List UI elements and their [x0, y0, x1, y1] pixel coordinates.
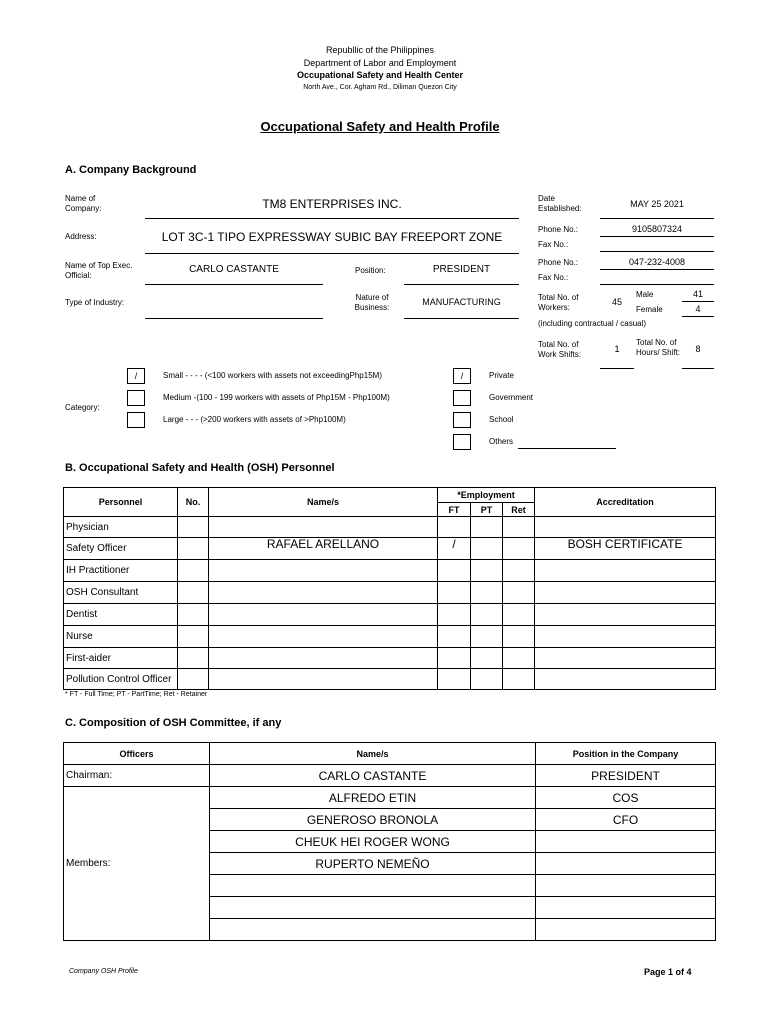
table-row — [64, 604, 716, 626]
name-cell[interactable] — [209, 517, 438, 538]
female-value: 4 — [695, 304, 701, 314]
table-row — [64, 626, 716, 648]
col-personnel: Personnel — [64, 488, 178, 517]
sector-government-checkbox[interactable] — [453, 390, 471, 406]
workers-label: Total No. of Workers: — [538, 293, 579, 312]
member-position[interactable]: COS — [536, 787, 716, 809]
phone1-value: 9105807324 — [631, 224, 683, 234]
no-cell[interactable] — [178, 560, 209, 582]
osh-committee-table — [63, 742, 716, 941]
size-large-label: Large - - - (>200 workers with assets of >Php100M) — [163, 415, 346, 424]
employment-footnote: * FT - Full Time; PT - PartTime; Ret - Retainer — [65, 691, 208, 698]
col-pt: PT — [471, 503, 503, 517]
size-large-checkbox[interactable] — [127, 412, 145, 428]
fax2-line — [600, 284, 714, 285]
personnel-cell: Dentist — [64, 604, 178, 626]
sector-school-label: School — [489, 415, 514, 424]
female-line — [682, 316, 714, 317]
members-label: Members: — [64, 787, 210, 941]
col-position: Position in the Company — [536, 743, 716, 765]
ret-cell[interactable] — [503, 538, 535, 560]
table-row — [64, 560, 716, 582]
ret-cell[interactable] — [503, 517, 535, 538]
member-name[interactable] — [210, 897, 536, 919]
pt-cell[interactable] — [471, 582, 503, 604]
name-cell[interactable] — [209, 582, 438, 604]
col-names: Name/s — [209, 488, 438, 517]
category-label: Category: — [65, 403, 100, 412]
table-row — [64, 669, 716, 690]
size-small-label: Small - - - - (<100 workers with assets not exceedingPhp15M) — [163, 371, 382, 380]
ret-cell[interactable] — [503, 582, 535, 604]
nature-line — [404, 318, 519, 319]
personnel-cell: First-aider — [64, 648, 178, 669]
position-line — [404, 284, 519, 285]
top-exec-value: CARLO CASTANTE — [189, 264, 279, 275]
section-c-heading: C. Composition of OSH Committee, if any — [65, 717, 282, 729]
address-label: Address: — [65, 232, 97, 241]
top-exec-line — [145, 284, 323, 285]
sector-others-checkbox[interactable] — [453, 434, 471, 450]
pt-cell[interactable] — [471, 560, 503, 582]
male-line — [682, 301, 714, 302]
shifts-value: 1 — [614, 344, 620, 354]
male-label: Male — [636, 290, 654, 299]
hours-value: 8 — [695, 344, 701, 354]
member-name[interactable]: CHEUK HEI ROGER WONG — [210, 831, 536, 853]
member-position[interactable] — [536, 831, 716, 853]
position-label: Position: — [355, 266, 386, 275]
ft-cell[interactable] — [438, 560, 471, 582]
name-cell[interactable] — [209, 648, 438, 669]
header-department: Department of Labor and Employment — [303, 58, 457, 68]
no-cell[interactable] — [178, 626, 209, 648]
pt-cell[interactable] — [471, 517, 503, 538]
name-cell[interactable] — [209, 604, 438, 626]
name-cell[interactable] — [209, 669, 438, 690]
address-line — [145, 253, 519, 254]
chairman-position[interactable]: PRESIDENT — [536, 765, 716, 787]
accreditation-cell[interactable] — [535, 582, 716, 604]
sector-school-checkbox[interactable] — [453, 412, 471, 428]
pt-cell[interactable] — [471, 626, 503, 648]
no-cell[interactable] — [178, 582, 209, 604]
personnel-cell: Nurse — [64, 626, 178, 648]
ft-cell[interactable] — [438, 604, 471, 626]
industry-line — [145, 318, 323, 319]
date-established-label: Date Established: — [538, 194, 582, 213]
col-officers: Officers — [64, 743, 210, 765]
hours-line — [682, 368, 714, 369]
member-name[interactable] — [210, 875, 536, 897]
phone2-value: 047-232-4008 — [628, 257, 686, 267]
section-b-heading: B. Occupational Safety and Health (OSH) Personnel — [65, 462, 335, 474]
table-row — [64, 787, 716, 809]
phone1-label: Phone No.: — [538, 225, 579, 234]
nature-value: MANUFACTURING — [422, 297, 501, 307]
col-employment: *Employment — [438, 488, 535, 503]
ret-cell[interactable] — [503, 604, 535, 626]
phone1-line — [600, 236, 714, 237]
sector-private-label: Private — [489, 371, 514, 380]
table-row — [64, 517, 716, 538]
shifts-line — [600, 368, 634, 369]
ft-cell[interactable] — [438, 626, 471, 648]
no-cell[interactable] — [178, 648, 209, 669]
accreditation-cell[interactable] — [535, 517, 716, 538]
member-position[interactable]: CFO — [536, 809, 716, 831]
member-name[interactable] — [210, 919, 536, 941]
female-label: Female — [636, 305, 663, 314]
company-name-label: Name of Company: — [65, 194, 102, 213]
table-row — [64, 538, 716, 560]
accreditation-cell[interactable] — [535, 669, 716, 690]
footer-page-number: Page 1 of 4 — [644, 967, 692, 977]
table-row — [64, 765, 716, 787]
company-name-line — [145, 218, 519, 219]
size-small-checkbox[interactable]: / — [127, 368, 145, 384]
fax1-label: Fax No.: — [538, 240, 569, 249]
table-row — [64, 648, 716, 669]
phone2-label: Phone No.: — [538, 258, 579, 267]
member-name[interactable]: RUPERTO NEMEÑO — [210, 853, 536, 875]
no-cell[interactable] — [178, 669, 209, 690]
col-no: No. — [178, 488, 209, 517]
accreditation-cell[interactable] — [535, 626, 716, 648]
name-cell[interactable] — [209, 626, 438, 648]
name-cell[interactable] — [209, 560, 438, 582]
fax1-line — [600, 251, 714, 252]
member-position[interactable] — [536, 853, 716, 875]
section-a-heading: A. Company Background — [65, 164, 197, 176]
contractual-note: (including contractual / casual) — [538, 319, 647, 328]
col-ft: FT — [438, 503, 471, 517]
personnel-cell: Pollution Control Officer — [64, 669, 178, 690]
personnel-cell: Physician — [64, 517, 178, 538]
chairman-label: Chairman: — [64, 765, 210, 787]
size-medium-label: Medium -(100 - 199 workers with assets of Php15M - Php100M) — [163, 393, 390, 402]
header-address: North Ave., Cor. Agham Rd., Diliman Quezon City — [303, 84, 457, 91]
accreditation-cell[interactable] — [535, 648, 716, 669]
fax2-label: Fax No.: — [538, 273, 569, 282]
top-exec-label: Name of Top Exec. Official: — [65, 261, 133, 280]
ret-cell[interactable] — [503, 560, 535, 582]
member-position[interactable] — [536, 897, 716, 919]
pt-cell[interactable] — [471, 669, 503, 690]
position-value: PRESIDENT — [432, 264, 491, 275]
no-cell[interactable] — [178, 517, 209, 538]
ft-cell[interactable] — [438, 517, 471, 538]
size-medium-checkbox[interactable] — [127, 390, 145, 406]
member-name[interactable]: GENEROSO BRONOLA — [210, 809, 536, 831]
phone2-line — [600, 269, 714, 270]
accreditation-cell[interactable] — [535, 604, 716, 626]
shifts-label: Total No. of Work Shifts: — [538, 340, 581, 359]
member-position[interactable] — [536, 919, 716, 941]
others-line — [518, 448, 616, 449]
personnel-cell: OSH Consultant — [64, 582, 178, 604]
male-value: 41 — [692, 289, 703, 299]
personnel-cell: IH Practitioner — [64, 560, 178, 582]
name-cell[interactable]: RAFAEL ARELLANO — [209, 538, 438, 560]
ft-cell[interactable] — [438, 582, 471, 604]
no-cell[interactable] — [178, 538, 209, 560]
header-center: Occupational Safety and Health Center — [296, 70, 464, 80]
accreditation-cell[interactable] — [535, 560, 716, 582]
workers-value: 45 — [611, 297, 622, 307]
personnel-cell: Safety Officer — [64, 538, 178, 560]
pt-cell[interactable] — [471, 648, 503, 669]
pt-cell[interactable] — [471, 538, 503, 560]
col-committee-names: Name/s — [210, 743, 536, 765]
ft-cell[interactable]: / — [438, 538, 471, 560]
nature-label: Nature of Business: — [354, 293, 390, 312]
pt-cell[interactable] — [471, 604, 503, 626]
sector-government-label: Government — [489, 393, 534, 402]
accreditation-cell[interactable]: BOSH CERTIFICATE — [535, 538, 716, 560]
col-accreditation: Accreditation — [535, 488, 716, 517]
no-cell[interactable] — [178, 604, 209, 626]
col-ret: Ret — [503, 503, 535, 517]
ft-cell[interactable] — [438, 648, 471, 669]
ft-cell[interactable] — [438, 669, 471, 690]
member-name[interactable]: ALFREDO ETIN — [210, 787, 536, 809]
member-position[interactable] — [536, 875, 716, 897]
osh-personnel-table — [63, 487, 716, 690]
industry-label: Type of Industry: — [65, 298, 125, 307]
date-established-value: MAY 25 2021 — [630, 199, 684, 209]
hours-label: Total No. of Hours/ Shift: — [636, 338, 681, 357]
footer-doc-name: Company OSH Profile — [69, 968, 138, 975]
ret-cell[interactable] — [503, 669, 535, 690]
company-name-value: TM8 ENTERPRISES INC. — [262, 197, 402, 211]
ret-cell[interactable] — [503, 626, 535, 648]
table-row — [64, 582, 716, 604]
sector-others-label: Others — [489, 437, 514, 446]
ret-cell[interactable] — [503, 648, 535, 669]
header-republic: Republlic of the Philippines — [325, 45, 435, 55]
address-value: LOT 3C-1 TIPO EXPRESSWAY SUBIC BAY FREEPORT ZONE — [161, 230, 503, 244]
date-line — [600, 218, 714, 219]
page-title: Occupational Safety and Health Profile — [260, 119, 500, 134]
sector-private-checkbox[interactable]: / — [453, 368, 471, 384]
chairman-name[interactable]: CARLO CASTANTE — [210, 765, 536, 787]
